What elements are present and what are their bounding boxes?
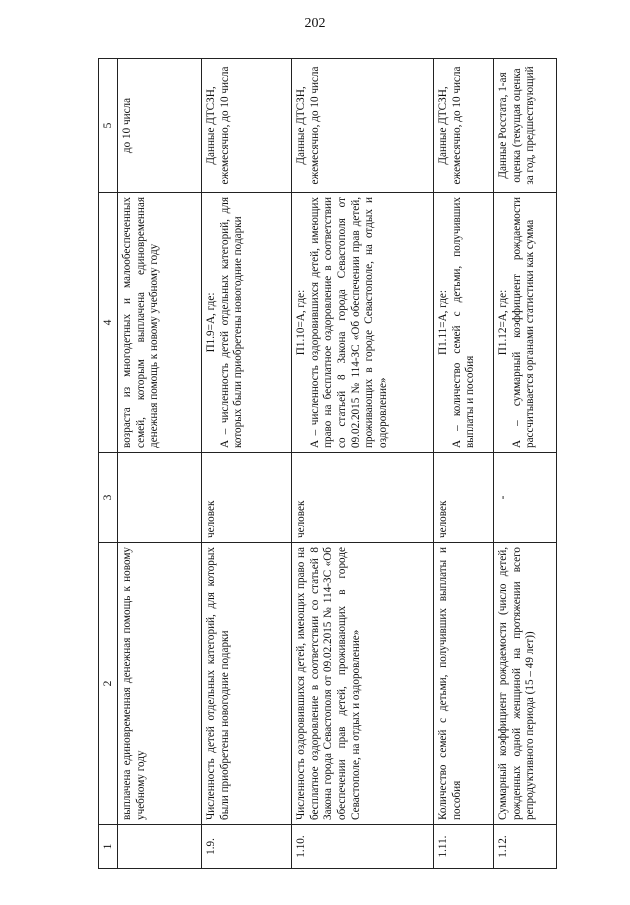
formula-title: П1.10=А, где: bbox=[295, 289, 307, 356]
header-col-4: 4 bbox=[99, 193, 118, 453]
row-number: 1.9. bbox=[202, 825, 292, 869]
unit-cell: человек bbox=[202, 453, 292, 543]
header-col-3: 3 bbox=[99, 453, 118, 543]
formula-cell bbox=[202, 193, 292, 453]
indicators-table bbox=[98, 58, 557, 869]
row-number: 1.10. bbox=[292, 825, 434, 869]
formula-cell bbox=[494, 193, 557, 453]
unit-cell: человек bbox=[292, 453, 434, 543]
indicator-name: выплачена единовременная денежная помощь к новому учебному году bbox=[118, 543, 202, 825]
unit-cell: человек bbox=[434, 453, 494, 543]
formula-cell: возраста из многодетных и малообеспеченных семей, которым выплачена единовременная денежная помощь к новому учебному году bbox=[118, 193, 202, 453]
formula-description: А – численность оздоровившихся детей, имеющих право на бесплатное оздоровление в соответствии со статьей 8 Закона города Севастополя от 09.02.2015 № 114-ЗС «Об обеспечении прав детей, проживающих в городе Севастополе, на отдых и оздоровление» bbox=[308, 197, 389, 448]
indicator-name: Количество семей с детьми, получивших выплаты и пособия bbox=[434, 543, 494, 825]
indicator-name: Численность оздоровившихся детей, имеющих право на бесплатное оздоровление в соответствии со статьей 8 Закона города Севастополя от 09.02.2015 № 114-ЗС «Об обеспечении прав детей, проживающих в городе Севастополе, на отдых и оздоровление» bbox=[292, 543, 434, 825]
rotated-table-wrapper bbox=[98, 59, 553, 869]
source-cell: Данные ДТСЗН, ежемесячно, до 10 числа bbox=[434, 59, 494, 193]
table-header-row bbox=[99, 59, 118, 869]
formula-description: А – суммарный коэффициент рождаемости рассчитывается органами статистики как сумма bbox=[510, 197, 537, 448]
unit-cell: - bbox=[494, 453, 557, 543]
header-col-2: 2 bbox=[99, 543, 118, 825]
row-number: 1.12. bbox=[494, 825, 557, 869]
header-col-1: 1 bbox=[99, 825, 118, 869]
table-row bbox=[118, 59, 202, 869]
table-row bbox=[434, 59, 494, 869]
indicator-name: Численность детей отдельных категорий, для которых были приобретены новогодние подарки bbox=[202, 543, 292, 825]
source-cell: Данные ДТСЗН, ежемесячно, до 10 числа bbox=[202, 59, 292, 193]
formula-description: А – количество семей с детьми, получивших выплаты и пособия bbox=[450, 197, 477, 448]
table-row bbox=[494, 59, 557, 869]
formula-cell bbox=[292, 193, 434, 453]
row-number bbox=[118, 825, 202, 869]
table-row bbox=[202, 59, 292, 869]
table-row bbox=[292, 59, 434, 869]
formula-title: П1.9=А, где: bbox=[205, 292, 217, 353]
row-number: 1.11. bbox=[434, 825, 494, 869]
page-number: 202 bbox=[304, 16, 326, 31]
formula-description: А – численность детей отдельных категорий, для которых были приобретены новогодние подарки bbox=[218, 197, 245, 448]
unit-cell bbox=[118, 453, 202, 543]
formula-title: П1.11=А, где: bbox=[437, 289, 449, 356]
source-cell: Данные Росстата, 1-ая оценка (текущая оценка за год, предшествующий bbox=[494, 59, 557, 193]
source-cell: Данные ДТСЗН, ежемесячно, до 10 числа bbox=[292, 59, 434, 193]
formula-title: П1.12=А, где: bbox=[497, 289, 509, 356]
source-cell: до 10 числа bbox=[118, 59, 202, 193]
formula-cell bbox=[434, 193, 494, 453]
header-col-5: 5 bbox=[99, 59, 118, 193]
indicator-name: Суммарный коэффициент рождаемости (число детей, рожденных одной женщиной на протяжении всего репродуктивного периода (15 – 49 лет)) bbox=[494, 543, 557, 825]
